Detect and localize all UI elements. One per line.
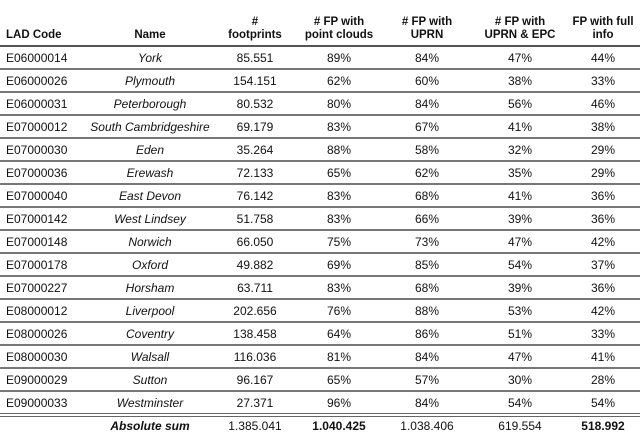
name-cell: Oxford [88, 253, 212, 276]
value-cell: 62% [380, 161, 474, 184]
column-header [212, 0, 298, 46]
value-cell: 35.264 [212, 138, 298, 161]
name-cell: Eden [88, 138, 212, 161]
value-cell: 39% [474, 276, 566, 299]
column-header-line: UPRN [410, 29, 444, 41]
value-cell: 41% [474, 184, 566, 207]
column-header [88, 0, 212, 46]
value-cell: 73% [380, 230, 474, 253]
name-cell: Westminster [88, 391, 212, 415]
value-cell: 27.371 [212, 391, 298, 415]
value-cell: 60% [380, 69, 474, 92]
value-cell: 47% [474, 230, 566, 253]
column-header-line: point clouds [304, 29, 374, 41]
value-cell: 42% [566, 299, 640, 322]
value-cell: 41% [566, 345, 640, 368]
value-cell: 80.532 [212, 92, 298, 115]
name-cell: Peterborough [88, 92, 212, 115]
column-header [0, 0, 88, 46]
table-row [0, 299, 640, 322]
value-cell: 68% [380, 276, 474, 299]
lad-code-cell: E08000012 [0, 299, 88, 322]
table-row [0, 253, 640, 276]
value-cell: 54% [566, 391, 640, 415]
value-cell: 33% [566, 69, 640, 92]
table-row [0, 345, 640, 368]
column-header-line: Name [134, 29, 166, 41]
value-cell: 83% [298, 207, 380, 230]
value-cell: 36% [566, 207, 640, 230]
value-cell: 69.179 [212, 115, 298, 138]
value-cell: 32% [474, 138, 566, 161]
lad-code-cell: E08000026 [0, 322, 88, 345]
name-cell: Norwich [88, 230, 212, 253]
value-cell: 116.036 [212, 345, 298, 368]
table-row [0, 69, 640, 92]
name-cell: Liverpool [88, 299, 212, 322]
name-cell: East Devon [88, 184, 212, 207]
name-cell: York [88, 46, 212, 69]
value-cell: 51.758 [212, 207, 298, 230]
table-row [0, 184, 640, 207]
lad-code-cell: E09000033 [0, 391, 88, 415]
value-cell: 154.151 [212, 69, 298, 92]
sum-label: Absolute sum [110, 419, 190, 433]
value-cell: 83% [298, 115, 380, 138]
name-cell: South Cambridgeshire [88, 115, 212, 138]
value-cell: 88% [380, 299, 474, 322]
lad-code-cell: E07000227 [0, 276, 88, 299]
value-cell: 84% [380, 391, 474, 415]
lad-code-cell: E07000030 [0, 138, 88, 161]
value-cell: 44% [566, 46, 640, 69]
table-row [0, 138, 640, 161]
table-row [0, 230, 640, 253]
value-cell: 75% [298, 230, 380, 253]
value-cell: 83% [298, 184, 380, 207]
value-cell: 69% [298, 253, 380, 276]
lad-code-cell: E07000012 [0, 115, 88, 138]
value-cell: 62% [298, 69, 380, 92]
value-cell: 47% [474, 46, 566, 69]
value-cell: 83% [298, 276, 380, 299]
lad-code-cell: E07000148 [0, 230, 88, 253]
lad-code-cell: E06000026 [0, 69, 88, 92]
header-row [0, 0, 640, 46]
value-cell: 67% [380, 115, 474, 138]
value-cell: 54% [474, 253, 566, 276]
value-cell: 96% [298, 391, 380, 415]
table-row [0, 115, 640, 138]
value-cell: 84% [380, 92, 474, 115]
value-cell: 53% [474, 299, 566, 322]
value-cell: 46% [566, 92, 640, 115]
value-cell: 51% [474, 322, 566, 345]
value-cell: 29% [566, 138, 640, 161]
value-cell: 68% [380, 184, 474, 207]
lad-code-cell: E07000142 [0, 207, 88, 230]
value-cell: 36% [566, 276, 640, 299]
column-header-line: # [251, 16, 259, 28]
value-cell: 37% [566, 253, 640, 276]
value-cell: 88% [298, 138, 380, 161]
value-cell: 85.551 [212, 46, 298, 69]
column-header-line: footprints [228, 29, 282, 41]
value-cell: 41% [474, 115, 566, 138]
sum-value: 1.038.406 [400, 419, 454, 433]
value-cell: 65% [298, 161, 380, 184]
table-row [0, 391, 640, 415]
value-cell: 138.458 [212, 322, 298, 345]
lad-code-cell: E07000036 [0, 161, 88, 184]
value-cell: 72.133 [212, 161, 298, 184]
column-header [474, 0, 566, 46]
name-cell: West Lindsey [88, 207, 212, 230]
value-cell: 202.656 [212, 299, 298, 322]
value-cell: 86% [380, 322, 474, 345]
value-cell: 80% [298, 92, 380, 115]
lad-code-cell: E08000030 [0, 345, 88, 368]
empty-cell [0, 415, 88, 435]
value-cell: 76% [298, 299, 380, 322]
value-cell: 84% [380, 345, 474, 368]
value-cell: 85% [380, 253, 474, 276]
value-cell: 42% [566, 230, 640, 253]
value-cell: 38% [566, 115, 640, 138]
column-header [380, 0, 474, 46]
name-cell: Walsall [88, 345, 212, 368]
value-cell: 66.050 [212, 230, 298, 253]
sum-value: 1.385.041 [228, 419, 282, 433]
lad-code-cell: E07000178 [0, 253, 88, 276]
column-header [298, 0, 380, 46]
value-cell: 39% [474, 207, 566, 230]
table-row [0, 92, 640, 115]
sum-row [0, 415, 640, 435]
lad-code-cell: E07000040 [0, 184, 88, 207]
value-cell: 28% [566, 368, 640, 391]
name-cell: Coventry [88, 322, 212, 345]
value-cell: 89% [298, 46, 380, 69]
column-header-line: info [592, 29, 614, 41]
value-cell: 29% [566, 161, 640, 184]
value-cell: 33% [566, 322, 640, 345]
value-cell: 57% [380, 368, 474, 391]
column-header-line: UPRN & EPC [484, 29, 556, 41]
column-header-line: FP with full [572, 16, 634, 28]
value-cell: 54% [474, 391, 566, 415]
value-cell: 84% [380, 46, 474, 69]
value-cell: 47% [474, 345, 566, 368]
table-row [0, 46, 640, 69]
value-cell: 56% [474, 92, 566, 115]
column-header-line: # FP with [401, 16, 453, 28]
value-cell: 64% [298, 322, 380, 345]
value-cell: 30% [474, 368, 566, 391]
table-row [0, 276, 640, 299]
value-cell: 65% [298, 368, 380, 391]
value-cell: 63.711 [212, 276, 298, 299]
name-cell: Erewash [88, 161, 212, 184]
value-cell: 36% [566, 184, 640, 207]
value-cell: 81% [298, 345, 380, 368]
name-cell: Horsham [88, 276, 212, 299]
table-row [0, 161, 640, 184]
value-cell: 76.142 [212, 184, 298, 207]
column-header [566, 0, 640, 46]
value-cell: 38% [474, 69, 566, 92]
table-row [0, 368, 640, 391]
table-row [0, 207, 640, 230]
value-cell: 66% [380, 207, 474, 230]
sum-value: 619.554 [498, 419, 542, 433]
sum-value: 518.992 [581, 419, 625, 433]
name-cell: Sutton [88, 368, 212, 391]
column-header-line: # FP with [313, 16, 365, 28]
lad-code-cell: E09000029 [0, 368, 88, 391]
name-cell: Plymouth [88, 69, 212, 92]
value-cell: 49.882 [212, 253, 298, 276]
value-cell: 35% [474, 161, 566, 184]
column-header-line: # FP with [494, 16, 546, 28]
sum-value: 1.040.425 [312, 419, 366, 433]
table-row [0, 322, 640, 345]
value-cell: 96.167 [212, 368, 298, 391]
column-header-line: LAD Code [6, 29, 62, 41]
value-cell: 58% [380, 138, 474, 161]
lad-code-cell: E06000031 [0, 92, 88, 115]
lad-code-cell: E06000014 [0, 46, 88, 69]
